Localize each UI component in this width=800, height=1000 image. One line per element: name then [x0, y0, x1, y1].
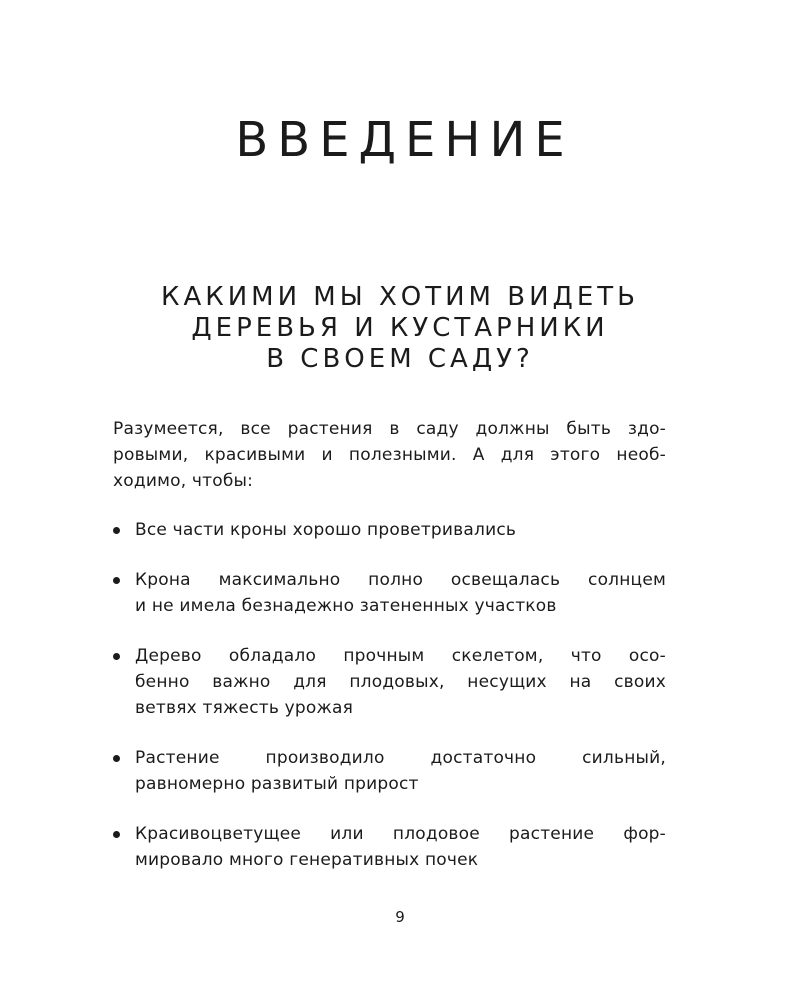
intro-line: Разумеется, все растения в саду должны быть здо-	[113, 419, 666, 439]
bullet-icon	[113, 653, 120, 660]
page-number: 9	[395, 908, 405, 926]
section-title-line: В СВОЕМ САДУ?	[266, 344, 534, 374]
bullet-icon	[113, 755, 120, 762]
list-item-line: Дерево обладало прочным скелетом, что осо-	[135, 646, 666, 666]
list-item-line: и не имела безнадежно затененных участков	[135, 596, 557, 616]
intro-line: ровыми, красивыми и полезными. А для этого необ-	[113, 445, 666, 465]
chapter-title: ВВЕДЕНИЕ	[235, 112, 574, 168]
intro-paragraph	[113, 416, 666, 494]
bullet-list	[113, 517, 666, 873]
list-item-line: Все части кроны хорошо проветривались	[135, 520, 517, 540]
section-title-line: КАКИМИ МЫ ХОТИМ ВИДЕТЬ	[161, 282, 639, 312]
bullet-icon	[113, 527, 120, 534]
list-item	[113, 517, 666, 543]
list-item-line: Крона максимально полно освещалась солнцем	[135, 570, 666, 590]
list-item	[113, 643, 666, 721]
list-item-line: ветвях тяжесть урожая	[135, 698, 354, 718]
intro-line: ходимо, чтобы:	[113, 471, 254, 491]
list-item-line: бенно важно для плодовых, несущих на своих	[135, 672, 666, 692]
list-item	[113, 821, 666, 873]
list-item-line: равномерно развитый прирост	[135, 774, 419, 794]
list-item-line: мировало много генеративных почек	[135, 850, 479, 870]
list-item	[113, 745, 666, 797]
list-item-line: Растение производило достаточно сильный,	[135, 748, 666, 768]
section-title	[60, 282, 740, 375]
list-item-line: Красивоцветущее или плодовое растение фор-	[135, 824, 666, 844]
bullet-icon	[113, 577, 120, 584]
bullet-icon	[113, 831, 120, 838]
section-title-line: ДЕРЕВЬЯ И КУСТАРНИКИ	[191, 313, 609, 343]
list-item	[113, 567, 666, 619]
